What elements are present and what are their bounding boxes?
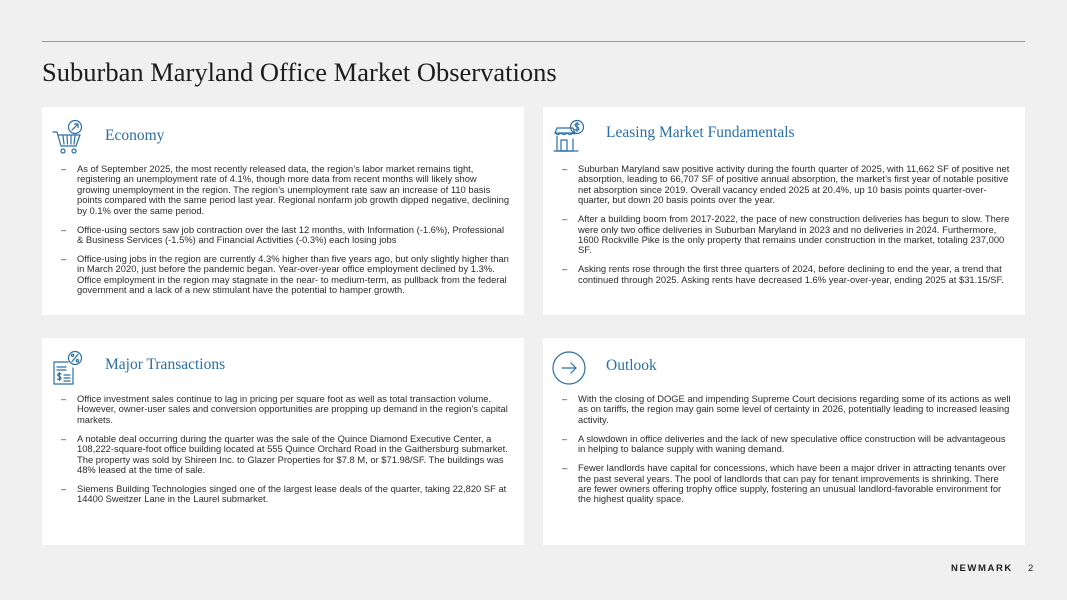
list-item xyxy=(543,264,1011,285)
bullet-text: Asking rents rose through the first three quarters of 2024, before declining to end the year, a trend that continued through 2025. Asking rents have decreased 1.6% year-over-year, ending 2025 at $31.15/SF. xyxy=(578,263,1004,285)
leasing-title: Leasing Market Fundamentals xyxy=(606,124,795,141)
list-item xyxy=(543,164,1011,206)
list-item xyxy=(543,394,1011,425)
outlook-card xyxy=(543,338,1025,545)
bullet-dash: – xyxy=(562,462,568,474)
bullet-text: Office-using sectors saw job contraction over the last 12 months, with Information (-1.6%), Professional & Business Services (-1.5%) and Financial Activities (-0.3%) each losing jobs xyxy=(77,223,505,246)
list-item xyxy=(543,463,1011,505)
bullet-text: Office investment sales continue to lag in pricing per square foot as well as total transaction volume. However, owner-user sales and conversion opportunities are propping up demand in the region’s capital markets. xyxy=(77,393,508,425)
percent-document-icon xyxy=(51,350,85,386)
list-item xyxy=(42,225,510,246)
outlook-title: Outlook xyxy=(606,357,657,374)
list-item xyxy=(42,164,510,216)
list-item xyxy=(42,394,510,425)
bullet-text: As of September 2025, the most recently released data, the region’s labor market remains tight, registering an unemployment rate of 4.1%, though more data from recent months will likely show growing unemployment in the region. The region’s unemployment rate saw an increase of 110 basis points compared with the same period last year. Regional nonfarm job growth dipped negative, declining by 0.1% over the same period. xyxy=(77,163,510,216)
bullet-dash: – xyxy=(61,223,67,235)
bullet-dash: – xyxy=(61,163,67,174)
arrow-circle-icon xyxy=(552,350,586,386)
list-item xyxy=(42,484,510,505)
brand-logo: NEWMARK xyxy=(951,563,1013,574)
storefront-dollar-icon xyxy=(552,119,586,155)
leasing-bullet-list xyxy=(543,164,1011,294)
bullet-dash: – xyxy=(562,213,568,225)
transactions-bullet-list xyxy=(42,394,510,513)
bullet-dash: – xyxy=(61,432,67,444)
bullet-text: A notable deal occurring during the quarter was the sale of the Quince Diamond Executive Center, a 108,222-square-foot office building located at 555 Quince Orchard Road in the Gaithersburg submarket. The property was sold by Shireen Inc. to Glazer Properties for $7.8 M, or $71.98/SF. The buildings was 48% leased at the time of sale. xyxy=(77,432,508,476)
page-number: 2 xyxy=(1028,563,1034,574)
bullet-dash: – xyxy=(562,393,568,404)
leasing-card xyxy=(543,107,1025,315)
transactions-card xyxy=(42,338,524,545)
list-item xyxy=(543,434,1011,455)
list-item xyxy=(543,214,1011,256)
shopping-cart-growth-icon xyxy=(51,119,85,155)
page-title: Suburban Maryland Office Market Observations xyxy=(42,57,557,87)
bullet-dash: – xyxy=(562,163,568,174)
list-item xyxy=(42,254,510,296)
bullet-text: With the closing of DOGE and impending Supreme Court decisions regarding some of its actions as well as on tariffs, the region may gain some level of certainty in 2026, potentially leading to increased leasing activity. xyxy=(578,393,1011,425)
bullet-text: A slowdown in office deliveries and the lack of new speculative office construction will be advantageous in helping to balance supply with waning demand. xyxy=(578,432,1006,455)
list-item xyxy=(42,434,510,476)
bullet-dash: – xyxy=(61,253,67,265)
outlook-bullet-list xyxy=(543,394,1011,513)
bullet-text: After a building boom from 2017-2022, the pace of new construction deliveries has begun to slow. There were only two office deliveries in Suburban Maryland in 2023 and no deliveries in 2024. Furthermore, 1600 Rockville Pike is the only property that remains under construction in the market, totaling 237,000 SF. xyxy=(578,213,1010,256)
bullet-dash: – xyxy=(61,393,67,404)
economy-title: Economy xyxy=(105,127,165,144)
transactions-title: Major Transactions xyxy=(105,356,226,373)
economy-card xyxy=(42,107,524,315)
bullet-dash: – xyxy=(562,432,568,444)
bullet-text: Siemens Building Technologies singed one of the largest lease deals of the quarter, taking 22,820 SF at 14400 Sweitzer Lane in the Laurel submarket. xyxy=(77,483,507,505)
bullet-dash: – xyxy=(562,263,568,275)
bullet-text: Office-using jobs in the region are currently 4.3% higher than five years ago, but only slightly higher than in March 2020, just before the pandemic began. Year-over-year office employment declined by 1.3%. Office employment in the region may stagnate in the near- to medium-term, as pullback from the federal government and a lack of a new stimulant have the potential to hamper growth. xyxy=(77,253,509,296)
top-divider xyxy=(42,41,1025,42)
bullet-text: Fewer landlords have capital for concessions, which have been a major driver in attracting tenants over the past several years. The pool of landlords that can pay for tenant improvements is shrinking. There are fewer owners offering trophy office supply, fostering an unusual landlord-favorable environment for the highest quality space. xyxy=(578,462,1006,505)
economy-bullet-list xyxy=(42,164,510,304)
bullet-dash: – xyxy=(61,483,67,495)
bullet-text: Suburban Maryland saw positive activity during the fourth quarter of 2025, with 11,662 SF of positive net absorption, leading to 66,707 SF of positive annual absorption, the market’s first year of notable positive net absorption since 2019. Overall vacancy ended 2025 at 20.4%, up 10 basis points quarter-over-quarter, but down 20 basis points over the year. xyxy=(578,163,1010,206)
